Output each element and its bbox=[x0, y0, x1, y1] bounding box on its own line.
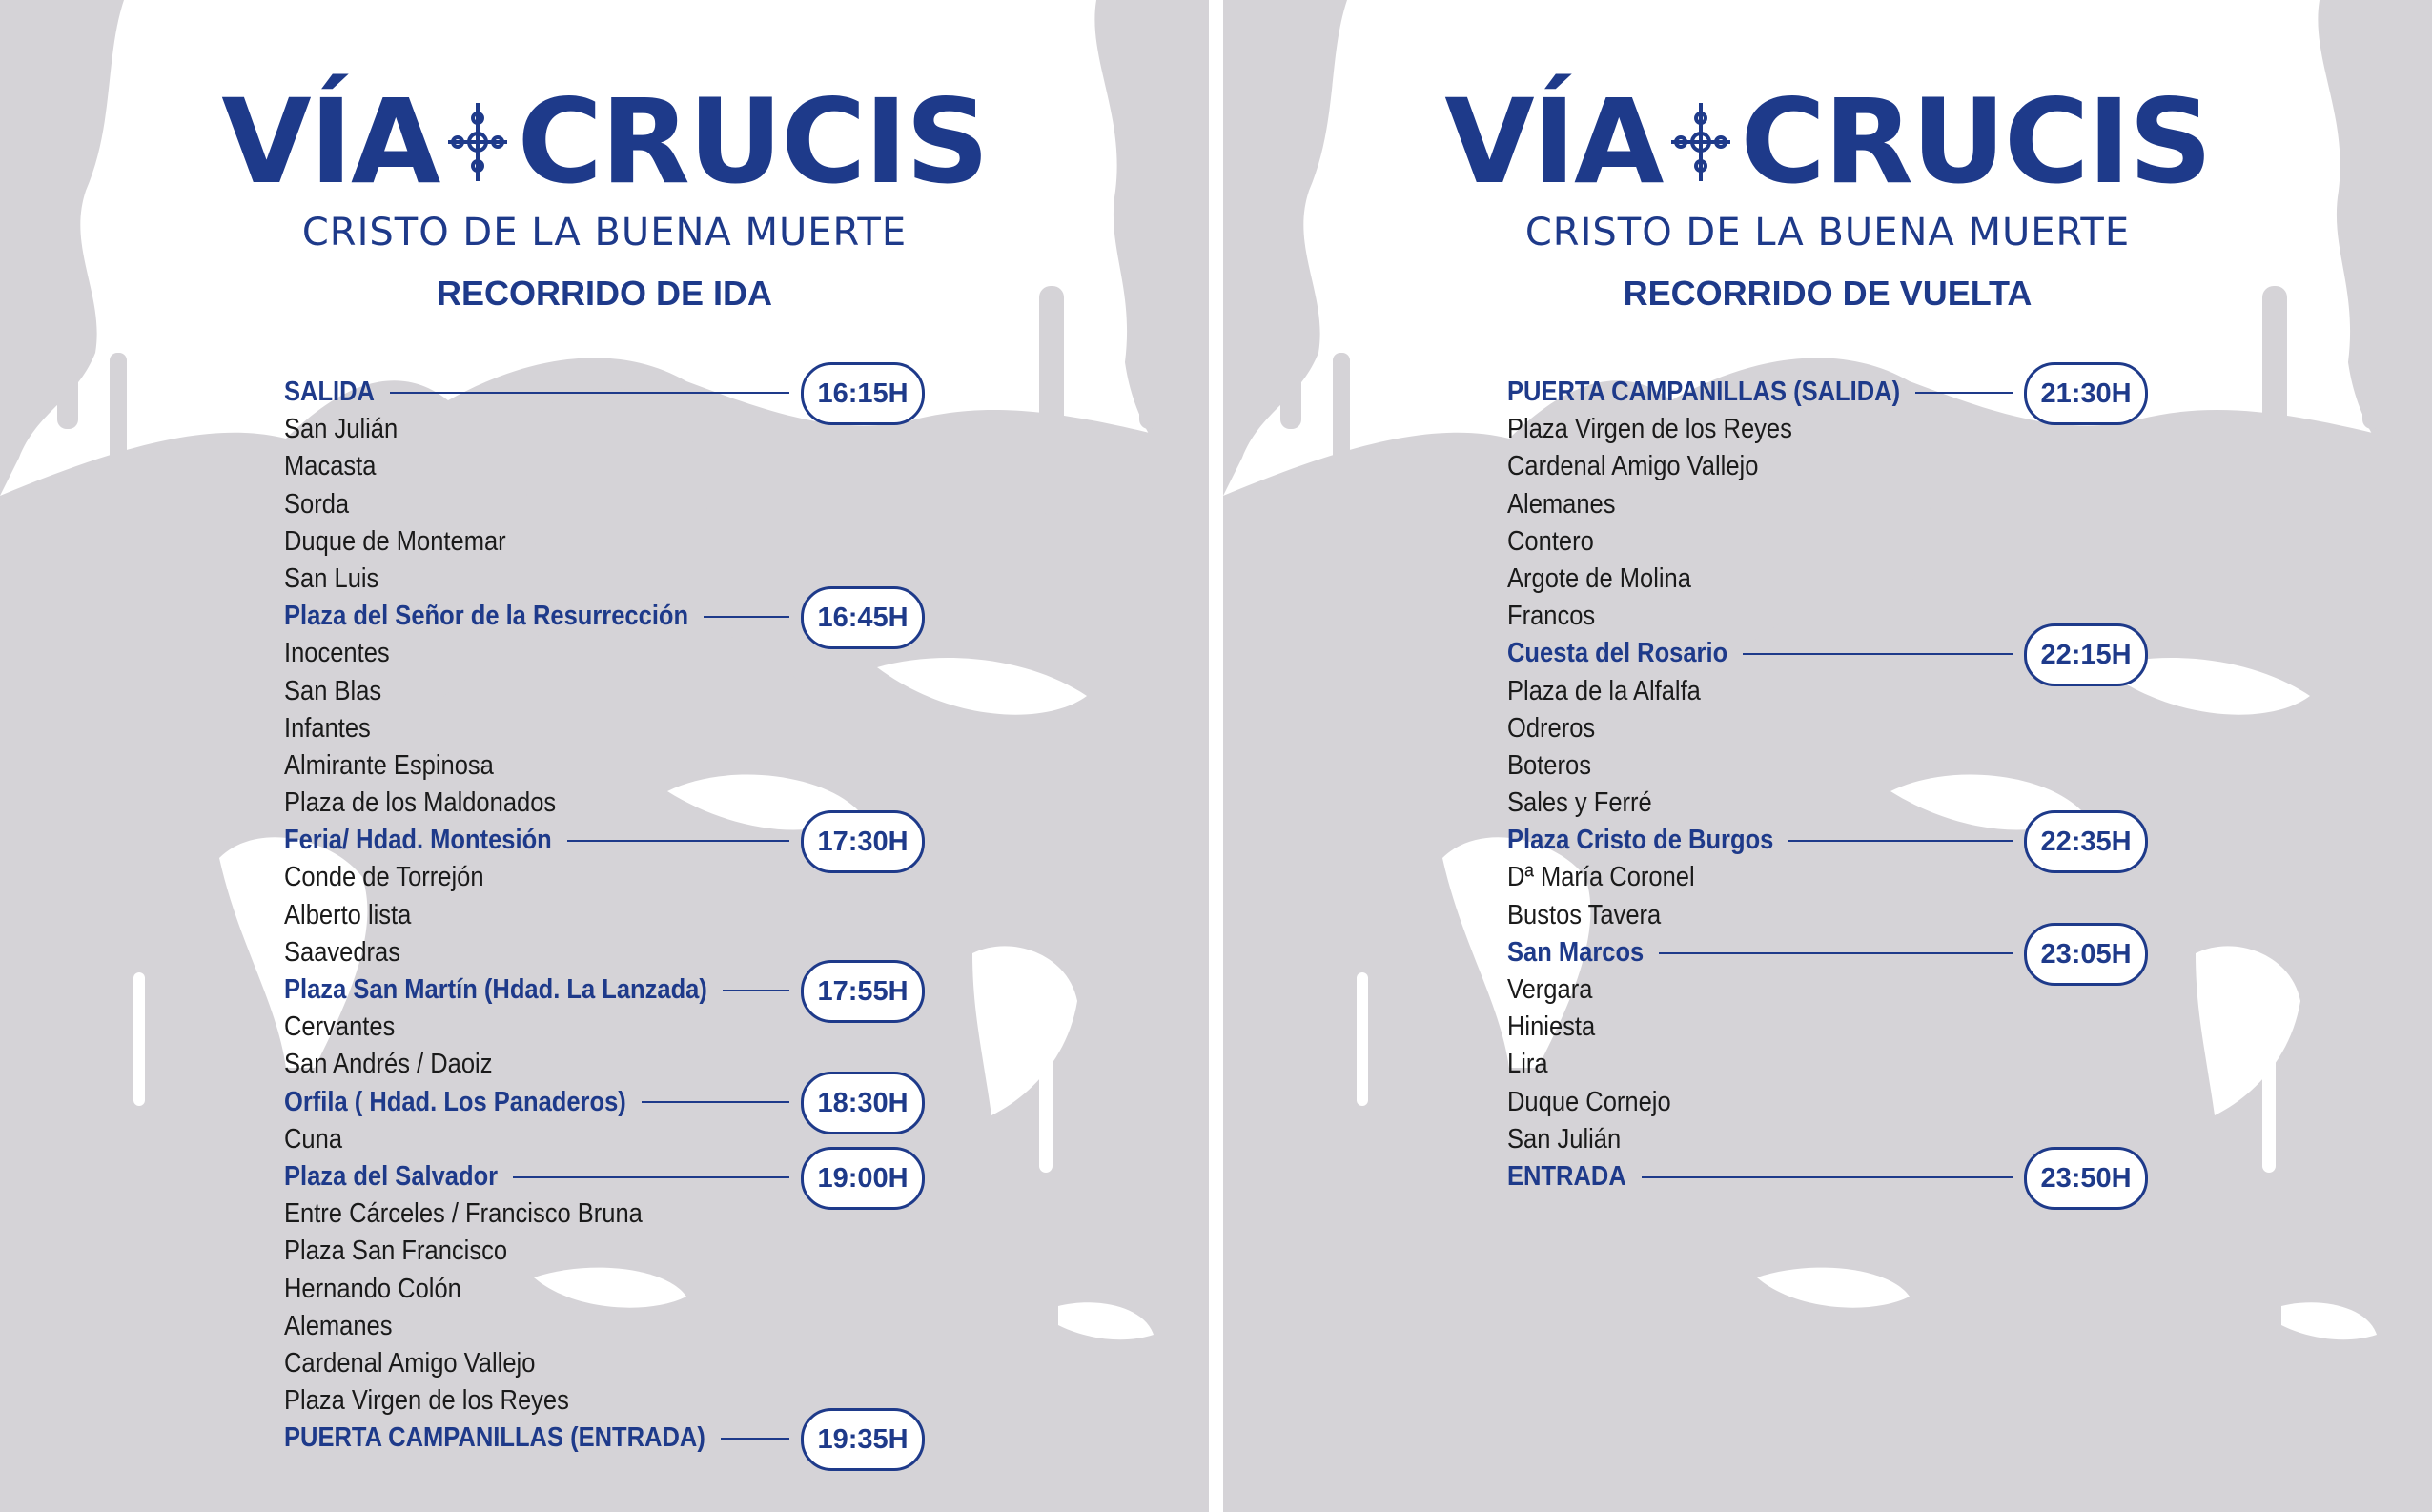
route-street: Dª María Coronel bbox=[1507, 862, 1695, 893]
route-street: Lira bbox=[1507, 1049, 1548, 1080]
route-street: San Andrés / Daoiz bbox=[284, 1049, 493, 1080]
route-stop: PUERTA CAMPANILLAS (ENTRADA) bbox=[284, 1422, 705, 1454]
route-stop: Plaza San Martín (Hdad. La Lanzada) bbox=[284, 974, 707, 1005]
route-stop: San Marcos bbox=[1507, 936, 1645, 968]
route-stop: Cuesta del Rosario bbox=[1507, 638, 1728, 669]
route-stop: SALIDA bbox=[284, 377, 375, 407]
route-street: Saavedras bbox=[284, 936, 401, 968]
logo bbox=[1223, 74, 2432, 255]
time-badge: 23:05H bbox=[2024, 923, 2148, 986]
time-badge: 22:15H bbox=[2024, 623, 2148, 686]
route-street: Contero bbox=[1507, 525, 1594, 557]
route-list bbox=[284, 374, 961, 1457]
route-stop: Plaza del Señor de la Resurrección bbox=[284, 601, 689, 632]
route-street: Hernando Colón bbox=[284, 1273, 461, 1304]
logo-word-left: VÍA bbox=[1444, 74, 1663, 210]
route-street: Sales y Ferré bbox=[1507, 787, 1652, 819]
route-street: Macasta bbox=[284, 451, 377, 482]
time-badge: 18:30H bbox=[801, 1072, 925, 1134]
route-street: Alberto lista bbox=[284, 899, 412, 930]
ornamental-cross-icon bbox=[444, 99, 511, 185]
route-street: Plaza de los Maldonados bbox=[284, 787, 557, 819]
route-stop: Plaza del Salvador bbox=[284, 1160, 499, 1192]
route-list bbox=[1507, 374, 2184, 1195]
time-badge: 16:15H bbox=[801, 362, 925, 425]
route-street: Duque de Montemar bbox=[284, 525, 506, 557]
route-stop: Feria/ Hdad. Montesión bbox=[284, 825, 552, 856]
route-street: Plaza San Francisco bbox=[284, 1236, 508, 1267]
route-street: Inocentes bbox=[284, 638, 390, 669]
route-street: Cardenal Amigo Vallejo bbox=[1507, 451, 1759, 482]
route-stop: Orfila ( Hdad. Los Panaderos) bbox=[284, 1086, 626, 1117]
route-street: Hiniesta bbox=[1507, 1011, 1596, 1043]
route-street: San Julián bbox=[1507, 1123, 1622, 1154]
route-street: Odreros bbox=[1507, 712, 1596, 744]
vuelta-panel bbox=[1223, 0, 2432, 1512]
route-street: Entre Cárceles / Francisco Bruna bbox=[284, 1198, 643, 1230]
route-street: Duque Cornejo bbox=[1507, 1086, 1671, 1117]
time-badge: 17:55H bbox=[801, 960, 925, 1023]
route-street: San Julián bbox=[284, 414, 399, 445]
logo-subtitle: CRISTO DE LA BUENA MUERTE bbox=[301, 211, 908, 255]
route-street: Alemanes bbox=[284, 1310, 393, 1341]
route-street: San Luis bbox=[284, 562, 379, 594]
ornamental-cross-icon bbox=[1667, 99, 1734, 185]
panel-divider bbox=[1209, 0, 1223, 1512]
time-badge: 23:50H bbox=[2024, 1147, 2148, 1210]
logo-word-left: VÍA bbox=[221, 74, 439, 210]
ida-panel bbox=[0, 0, 1209, 1512]
time-badge: 22:35H bbox=[2024, 810, 2148, 873]
route-street: Bustos Tavera bbox=[1507, 899, 1662, 930]
time-badge: 21:30H bbox=[2024, 362, 2148, 425]
route-stop: PUERTA CAMPANILLAS (SALIDA) bbox=[1507, 377, 1901, 407]
time-badge: 16:45H bbox=[801, 586, 925, 649]
route-street: Cardenal Amigo Vallejo bbox=[284, 1347, 536, 1379]
route-street: Vergara bbox=[1507, 974, 1593, 1005]
route-street: Argote de Molina bbox=[1507, 562, 1691, 594]
route-street: Alemanes bbox=[1507, 488, 1616, 520]
route-street: Conde de Torrejón bbox=[284, 862, 484, 893]
route-title: RECORRIDO DE VUELTA bbox=[1623, 274, 2033, 313]
route-street: Boteros bbox=[1507, 749, 1591, 781]
logo-word-right: CRUCIS bbox=[1740, 74, 2211, 210]
time-badge: 19:35H bbox=[801, 1408, 925, 1471]
route-street: Almirante Espinosa bbox=[284, 749, 494, 781]
route-title: RECORRIDO DE IDA bbox=[436, 274, 773, 313]
route-street: Plaza Virgen de los Reyes bbox=[1507, 414, 1792, 445]
route-street: Infantes bbox=[284, 712, 371, 744]
route-street: Plaza de la Alfalfa bbox=[1507, 675, 1701, 706]
logo-subtitle: CRISTO DE LA BUENA MUERTE bbox=[1524, 211, 2131, 255]
route-street: San Blas bbox=[284, 675, 382, 706]
route-street: Sorda bbox=[284, 488, 350, 520]
logo-word-right: CRUCIS bbox=[517, 74, 988, 210]
route-street: Cervantes bbox=[284, 1011, 396, 1043]
route-stop: ENTRADA bbox=[1507, 1160, 1626, 1192]
route-street: Plaza Virgen de los Reyes bbox=[284, 1385, 569, 1417]
route-stop: Plaza Cristo de Burgos bbox=[1507, 825, 1774, 856]
time-badge: 19:00H bbox=[801, 1147, 925, 1210]
time-badge: 17:30H bbox=[801, 810, 925, 873]
route-street: Cuna bbox=[284, 1123, 343, 1154]
route-street: Francos bbox=[1507, 601, 1596, 632]
logo bbox=[0, 74, 1209, 255]
